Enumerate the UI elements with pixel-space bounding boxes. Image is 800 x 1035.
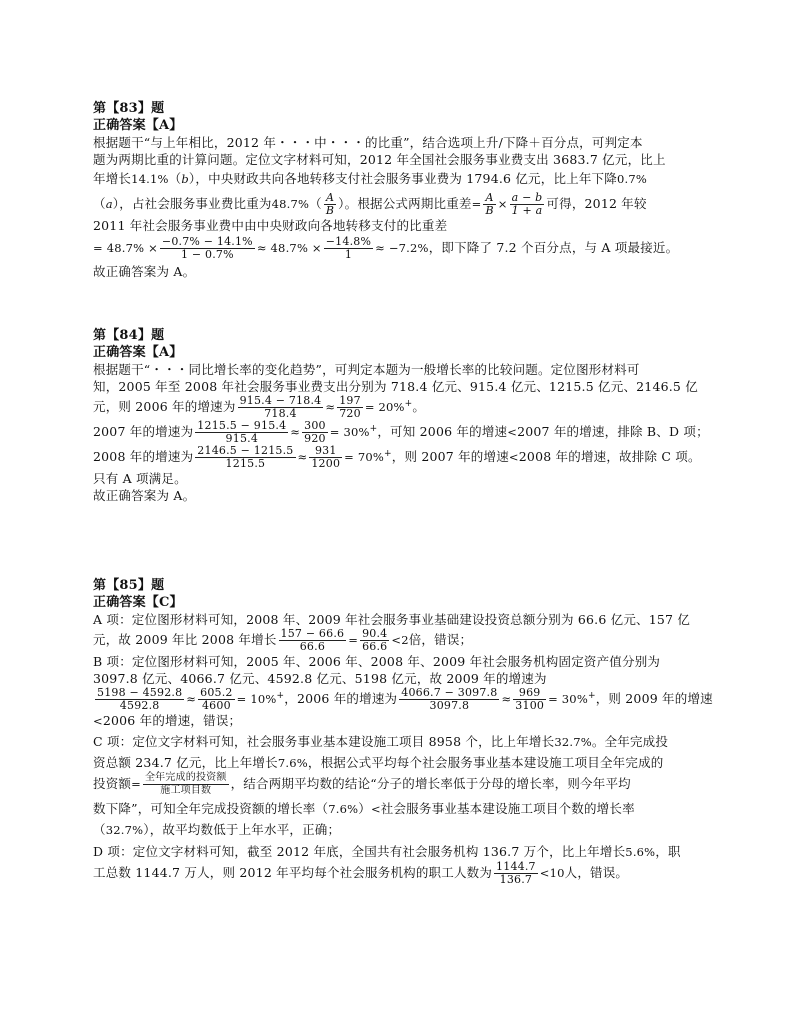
explanation-line: 只有 A 项满足。	[93, 471, 187, 486]
formula-line: 元，故 2009 年比 2008 年增长 $\frac{157 - 66.6}{66.6}$ = $\frac{90.4}{66.6}$ <2倍，错误；	[93, 627, 473, 653]
explanation-line: （a），占社会服务事业费比重为48.7%（ $\frac{A}{B}$ ）。根据公式两期比重差= $\frac{A}{B}$ × $\frac{a - b}{1 + a}$ 可得，2012 年较	[93, 191, 647, 217]
question-83	[93, 100, 723, 280]
fraction: $\frac{a - b}{1 + a}$	[511, 191, 543, 217]
fraction: $\frac{-0.7\% - 14.1\%}{1 - 0.7\%}$	[161, 235, 253, 261]
conclusion-line: 故正确答案为 A。	[93, 264, 196, 279]
formula-line: 2007 年的增速为 $\frac{1215.5 - 915.4}{915.4}$ ≈ $\frac{300}{920}$ = 30%+，可知 2006 年的增速<2007 年的增速，排除 B、D 项；	[93, 419, 709, 445]
explanation-line: 知，2005 年至 2008 年社会服务事业费支出分别为 718.4 亿元、915.4 亿元、1215.5 亿元、2146.5 亿	[93, 379, 698, 394]
formula-line: 工总数 1144.7 万人，则 2012 年平均每个社会服务机构的职工人数为 $\frac{1144.7}{136.7}$ <10人，错误。	[93, 860, 629, 886]
fraction: $\frac{915.4 - 718.4}{718.4}$	[239, 394, 322, 420]
fraction: $\frac{1144.7}{136.7}$	[496, 860, 536, 886]
explanation-line: B 项：定位图形材料可知，2005 年、2006 年、2008 年、2009 年社会服务机构固定资产值分别为	[93, 654, 661, 669]
fraction: $\frac{157 - 66.6}{66.6}$	[280, 627, 345, 653]
explanation-line: D 项：定位文字材料可知，截至 2012 年底，全国共有社会服务机构 136.7 万个，比上年增长5.6%，职	[93, 844, 681, 859]
formula-line: $\frac{5198 - 4592.8}{4592.8}$ ≈ $\frac{605.2}{4600}$ = 10%+，2006 年的增速为 $\frac{4066.7 - 3097.8}{3097.8}$ ≈ $\frac{969}{3100}$ = 30%+，则 2009 年的增速	[97, 686, 713, 712]
explanation-line: <2006 年的增速，错误；	[93, 713, 242, 728]
question-84	[93, 327, 723, 504]
formula-line: 元，则 2006 年的增速为 $\frac{915.4 - 718.4}{718.4}$ ≈ $\frac{197}{720}$ = 20%+。	[93, 394, 426, 420]
fraction: $\frac{605.2}{4600}$	[200, 686, 233, 712]
fraction: $\frac{197}{720}$	[339, 394, 361, 420]
fraction: $\frac{5198 - 4592.8}{4592.8}$	[97, 686, 183, 712]
formula-line: = 48.7% × $\frac{-0.7\% - 14.1\%}{1 - 0.7\%}$ ≈ 48.7% × $\frac{-14.8\%}{1}$ ≈ −7.2%，即下降了 7.2 个百分点，与 A 项最接近。	[93, 235, 679, 261]
fraction: $\frac{\text{全年完成的投资额}}{\text{施工项目数}}$	[144, 772, 227, 796]
explanation-line: 资总额 234.7 亿元，比上年增长7.6%，根据公式平均每个社会服务事业基本建设施工项目全年完成的	[93, 755, 664, 770]
explanation-line: 题为两期比重的计算问题。定位文字材料可知，2012 年全国社会服务事业费支出 3683.7 亿元，比上	[93, 152, 666, 167]
question-title: 第【84】题	[93, 328, 165, 343]
fraction: $\frac{969}{3100}$	[515, 686, 545, 712]
fraction: $\frac{A}{B}$	[485, 191, 494, 217]
fraction: $\frac{1215.5 - 915.4}{915.4}$	[197, 419, 287, 445]
formula-line: 2008 年的增速为 $\frac{2146.5 - 1215.5}{1215.5}$ ≈ $\frac{931}{1200}$ = 70%+，则 2007 年的增速<2008 年的增速，故排除 C 项。	[93, 444, 701, 470]
fraction: $\frac{A}{B}$	[325, 191, 335, 217]
fraction: $\frac{90.4}{66.6}$	[362, 627, 388, 653]
question-85	[93, 577, 723, 886]
question-title: 第【85】题	[93, 578, 165, 593]
correct-answer: 正确答案【C】	[93, 595, 183, 610]
fraction: $\frac{4066.7 - 3097.8}{3097.8}$	[401, 686, 498, 712]
correct-answer: 正确答案【A】	[93, 345, 183, 360]
explanation-line: C 项：定位文字材料可知，社会服务事业基本建设施工项目 8958 个，比上年增长32.7%。全年完成投	[93, 734, 669, 749]
explanation-line: 3097.8 亿元、4066.7 亿元、4592.8 亿元、5198 亿元，故 2009 年的增速为	[93, 671, 547, 686]
correct-answer: 正确答案【A】	[93, 118, 183, 133]
explanation-line: A 项：定位图形材料可知，2008 年、2009 年社会服务事业基础建设投资总额分别为 66.6 亿元、157 亿	[93, 612, 691, 627]
conclusion-line: 故正确答案为 A。	[93, 488, 196, 503]
explanation-line: 2011 年社会服务事业费中由中央财政向各地转移支付的比重差	[93, 218, 448, 233]
fraction: $\frac{2146.5 - 1215.5}{1215.5}$	[197, 444, 294, 470]
explanation-line: 根据题干“・・・同比增长率的变化趋势”，可判定本题为一般增长率的比较问题。定位图形材料可	[93, 362, 640, 377]
fraction: $\frac{300}{920}$	[304, 419, 326, 445]
fraction: $\frac{931}{1200}$	[311, 444, 341, 470]
formula-line: 投资额= $\frac{\text{全年完成的投资额}}{\text{施工项目数}}$ ，结合两期平均数的结论“分子的增长率低于分母的增长率，则今年平均	[93, 772, 631, 796]
explanation-line: （32.7%），故平均数低于上年水平，正确；	[93, 822, 341, 837]
explanation-line: 年增长14.1%（b），中央财政共向各地转移支付社会服务事业费为 1794.6 亿元，比上年下降0.7%	[93, 171, 647, 186]
fraction: $\frac{-14.8\%}{1}$	[325, 235, 372, 261]
explanation-line: 根据题干“与上年相比，2012 年・・・中・・・的比重”，结合选项上升/下降＋百分点，可判定本	[93, 135, 643, 150]
explanation-line: 数下降”，可知全年完成投资额的增长率（7.6%）<社会服务事业基本建设施工项目个数的增长率	[93, 801, 635, 816]
question-title: 第【83】题	[93, 101, 165, 116]
